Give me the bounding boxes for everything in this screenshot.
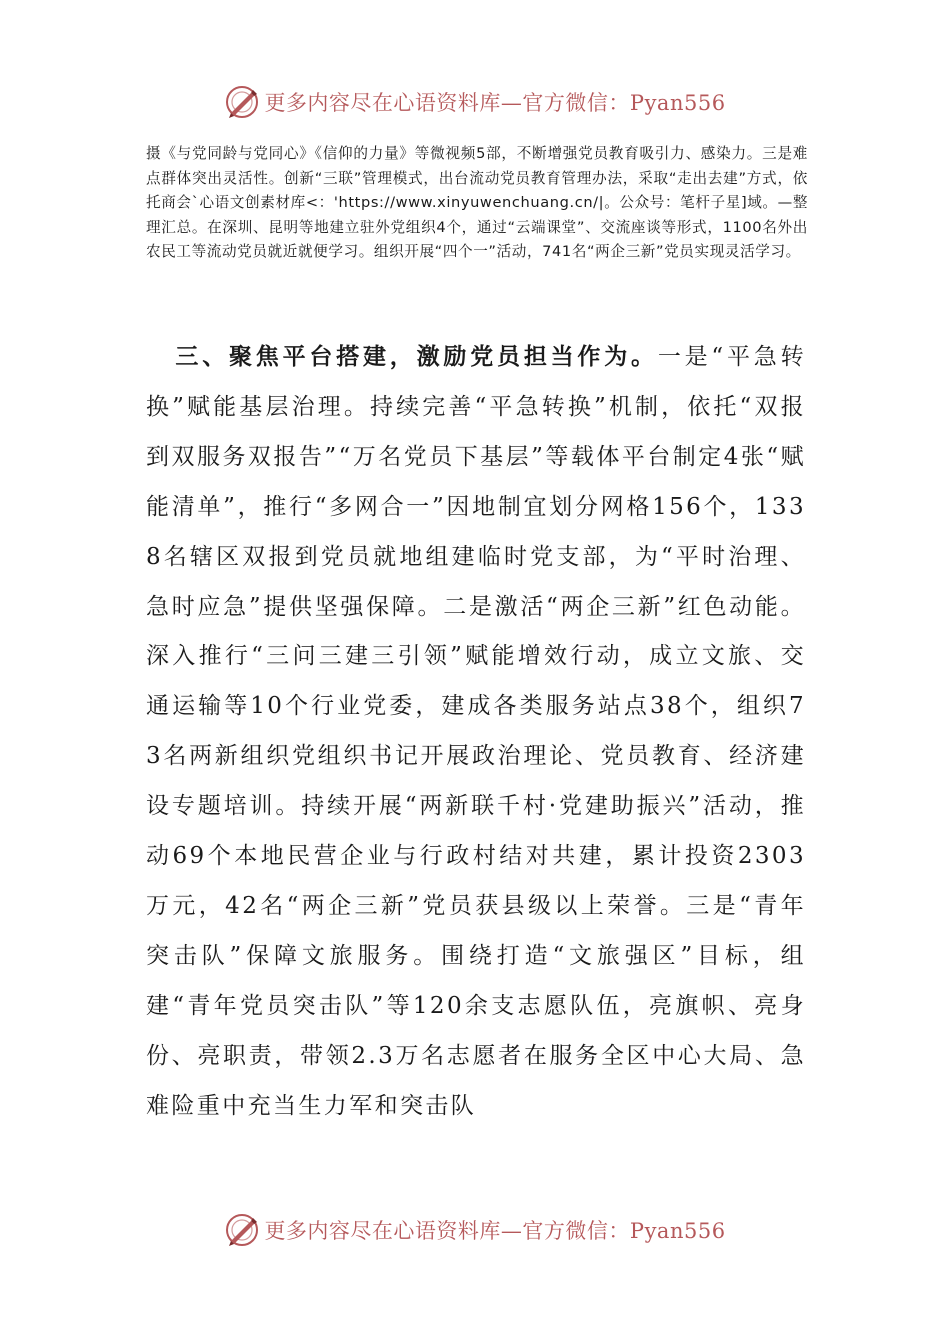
intro-paragraph: 摄《与党同龄与党同心》《信仰的力量》等微视频5部，不断增强党员教育吸引力、感染力。三是难点群体突出灵活性。创新“三联”管理模式，出台流动党员教育管理办法，采取“走出去建”方式，依托商会`心语文创素材库<：'https://www.xinyuwenchuang.cn/|。公众号：笔杆子星]域。—整理汇总。在深圳、昆明等地建立驻外党组织4个，通过“云端课堂”、交流座谈等形式，1100名外出农民工等流动党员就近就便学习。组织开展“四个一”活动，741名“两企三新”党员实现灵活学习。: [146, 145, 809, 261]
banner-text: 更多内容尽在心语资料库—官方微信：Pyan556: [264, 91, 726, 115]
footer-banner: [0, 1210, 950, 1250]
section-body: 一是“平急转换”赋能基层治理。持续完善“平急转换”机制，依托“双报到双服务双报告”“万名党员下基层”等载体平台制定4张“赋能清单”，推行“多网合一”因地制宜划分网格156个，1338名辖区双报到党员就地组建临时党支部，为“平时治理、急时应急”提供坚强保障。二是激活“两企三新”红色动能。深入推行“三问三建三引领”赋能增效行动，成立文旅、交通运输等10个行业党委，建成各类服务站点38个，组织73名两新组织党组织书记开展政治理论、党员教育、经济建设专题培训。持续开展“两新联千村·党建助振兴”活动，推动69个本地民营企业与行政村结对共建，累计投资2303万元，42名“两企三新”党员获县级以上荣誉。三是“青年突击队”保障文旅服务。围绕打造“文旅强区”目标，组建“青年党员突击队”等120余支志愿队伍，亮旗帜、亮身份、亮职责，带领2.3万名志愿者在服务全区中心大局、急难险重中充当生力军和突击队: [146, 344, 806, 1119]
section-paragraph: [146, 333, 806, 1132]
header-banner: [0, 82, 950, 122]
banner-text: 更多内容尽在心语资料库—官方微信：Pyan556: [264, 1219, 726, 1243]
pen-logo-icon: [224, 1212, 260, 1248]
section-heading: 三、聚焦平台搭建，激励党员担当作为。: [174, 344, 658, 370]
pen-logo-icon: [224, 84, 260, 120]
